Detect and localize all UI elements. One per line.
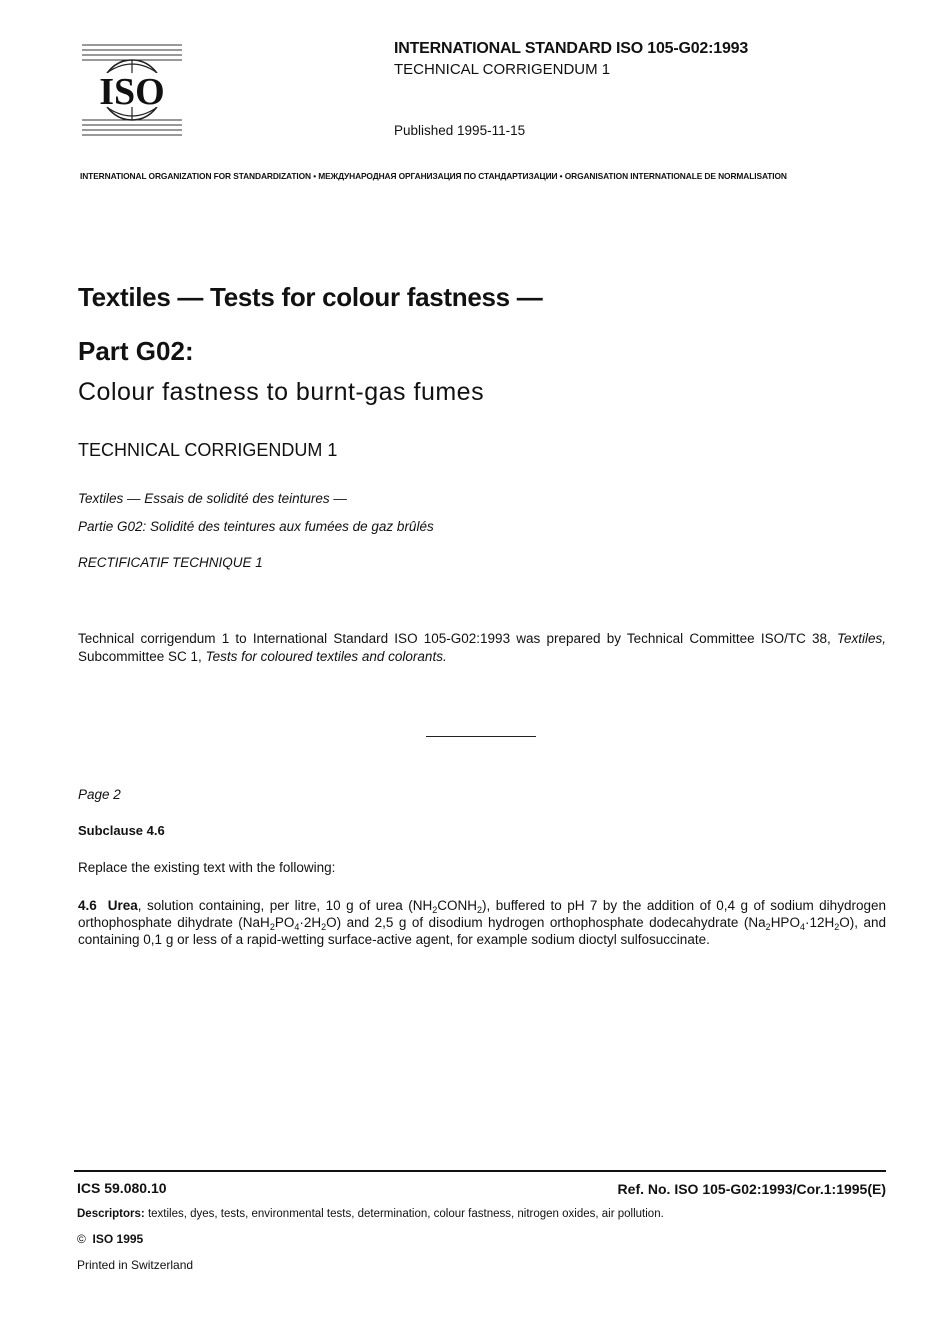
page-label: Page 2 <box>78 787 121 802</box>
separator-line <box>426 736 536 737</box>
french-title-line1: Textiles — Essais de solidité des teintures — <box>78 491 347 506</box>
clause-4-6: 4.6 Urea, solution containing, per litre, 10 g of urea $(NH_2CONH_2)$, buffered to pH 7 by the addition of 0,4 g of sodium dihydrogen orthophosphate dihydrate $(NaH_2PO_4\cdot 2H_2O)$ and 2,5 g of disodium hydrogen orthophosphate dodecahydrate $(Na_2HPO_4\cdot 12H_2O)$, and containing 0,1 g or less of a rapid-wetting surface-active agent, for example sodium dioctyl sulfosuccinate. <box>78 898 886 947</box>
french-title-line2: Partie G02: Solidité des teintures aux fumées de gaz brûlés <box>78 519 434 534</box>
document-title: Textiles — Tests for colour fastness — <box>78 282 543 312</box>
iso-logo <box>80 42 184 138</box>
subclause-label: Subclause 4.6 <box>78 823 165 838</box>
part-title: Part G02: <box>78 336 194 366</box>
printed-in: Printed in Switzerland <box>77 1258 194 1272</box>
copyright: © ISO 1995 <box>77 1232 144 1246</box>
standard-line: INTERNATIONAL STANDARD ISO 105-G02:1993 <box>394 40 749 57</box>
french-corrigendum: RECTIFICATIF TECHNIQUE 1 <box>78 555 263 570</box>
corrigendum-line: TECHNICAL CORRIGENDUM 1 <box>394 61 611 78</box>
replace-instruction: Replace the existing text with the following: <box>78 860 336 875</box>
footer-rule <box>74 1170 886 1172</box>
reference-number: Ref. No. ISO 105-G02:1993/Cor.1:1995(E) <box>617 1181 886 1197</box>
corrigendum-title: TECHNICAL CORRIGENDUM 1 <box>78 440 338 460</box>
organization-line: INTERNATIONAL ORGANIZATION FOR STANDARDIZATION • МЕЖДУНАРОДНАЯ ОРГАНИЗАЦИЯ ПО СТАНДАРТИЗАЦИИ • ORGANISATION INTERNATIONALE DE NORMALISATION <box>80 171 787 181</box>
descriptors: Descriptors: textiles, dyes, tests, environmental tests, determination, colour fastness, nitrogen oxides, air pollution. <box>77 1208 664 1220</box>
svg-text:ISO: ISO <box>99 71 165 113</box>
part-subtitle: Colour fastness to burnt-gas fumes <box>78 378 485 406</box>
published-date: Published 1995-11-15 <box>394 123 526 138</box>
intro-paragraph: Technical corrigendum 1 to International Standard ISO 105-G02:1993 was prepared by Technical Committee ISO/TC 38, Textiles, Subcommittee SC 1, Tests for coloured textiles and colorants. <box>78 631 886 664</box>
ics-code: ICS 59.080.10 <box>77 1180 167 1196</box>
